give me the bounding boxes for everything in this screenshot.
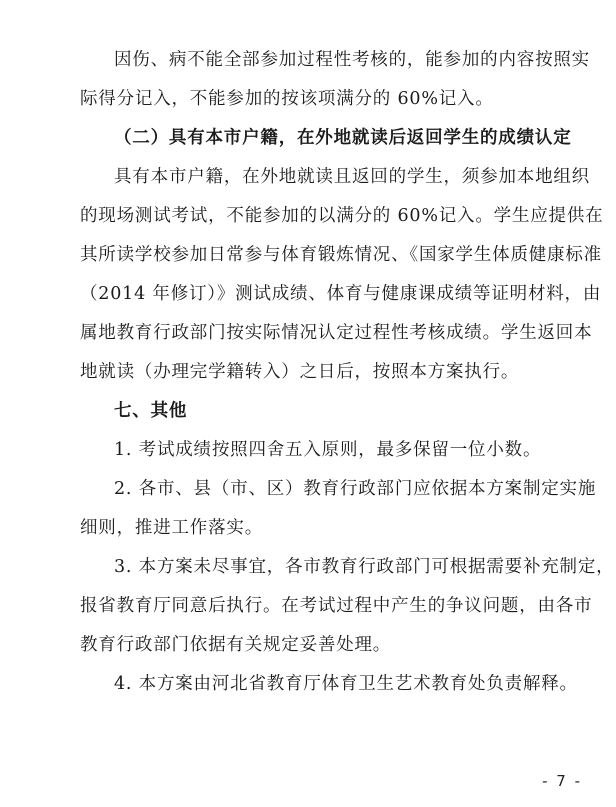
paragraph-line: （2014 年修订）》测试成绩、体育与健康课成绩等证明材料，由 [80, 284, 602, 304]
page-number: - 7 - [542, 772, 582, 790]
subsection-heading: （二）具有本市户籍，在外地就读后返回学生的成绩认定 [114, 128, 572, 148]
paragraph-line: 属地教育行政部门按实际情况认定过程性考核成绩。学生返回本 [80, 323, 593, 343]
paragraph-line: 具有本市户籍，在外地就读且返回的学生，须参加本地组织 [114, 167, 590, 187]
list-item: 3. 本方案未尽事宜，各市教育行政部门可根据需要补充制定， [114, 557, 615, 577]
paragraph-line: 因伤、病不能全部参加过程性考核的，能参加的内容按照实 [114, 50, 590, 70]
paragraph-line: 际得分记入，不能参加的按该项满分的 60%记入。 [80, 89, 494, 109]
list-item: 2. 各市、县（市、区）教育行政部门应依据本方案制定实施 [114, 479, 597, 499]
list-item-continuation: 教育行政部门依据有关规定妥善处理。 [80, 635, 392, 655]
list-item-continuation: 报省教育厅同意后执行。在考试过程中产生的争议问题，由各市 [80, 596, 593, 616]
paragraph-line: 地就读（办理完学籍转入）之日后，按照本方案执行。 [80, 362, 520, 382]
paragraph-line: 的现场测试考试，不能参加的以满分的 60%记入。学生应提供在 [80, 206, 604, 226]
paragraph-line: 其所读学校参加日常参与体育锻炼情况、《国家学生体质健康标准 [80, 245, 602, 265]
list-item: 1. 考试成绩按照四舍五入原则，最多保留一位小数。 [114, 440, 542, 460]
list-item: 4. 本方案由河北省教育厅体育卫生艺术教育处负责解释。 [114, 674, 578, 694]
list-item-continuation: 细则，推进工作落实。 [80, 518, 263, 538]
section-heading: 七、其他 [114, 401, 188, 421]
